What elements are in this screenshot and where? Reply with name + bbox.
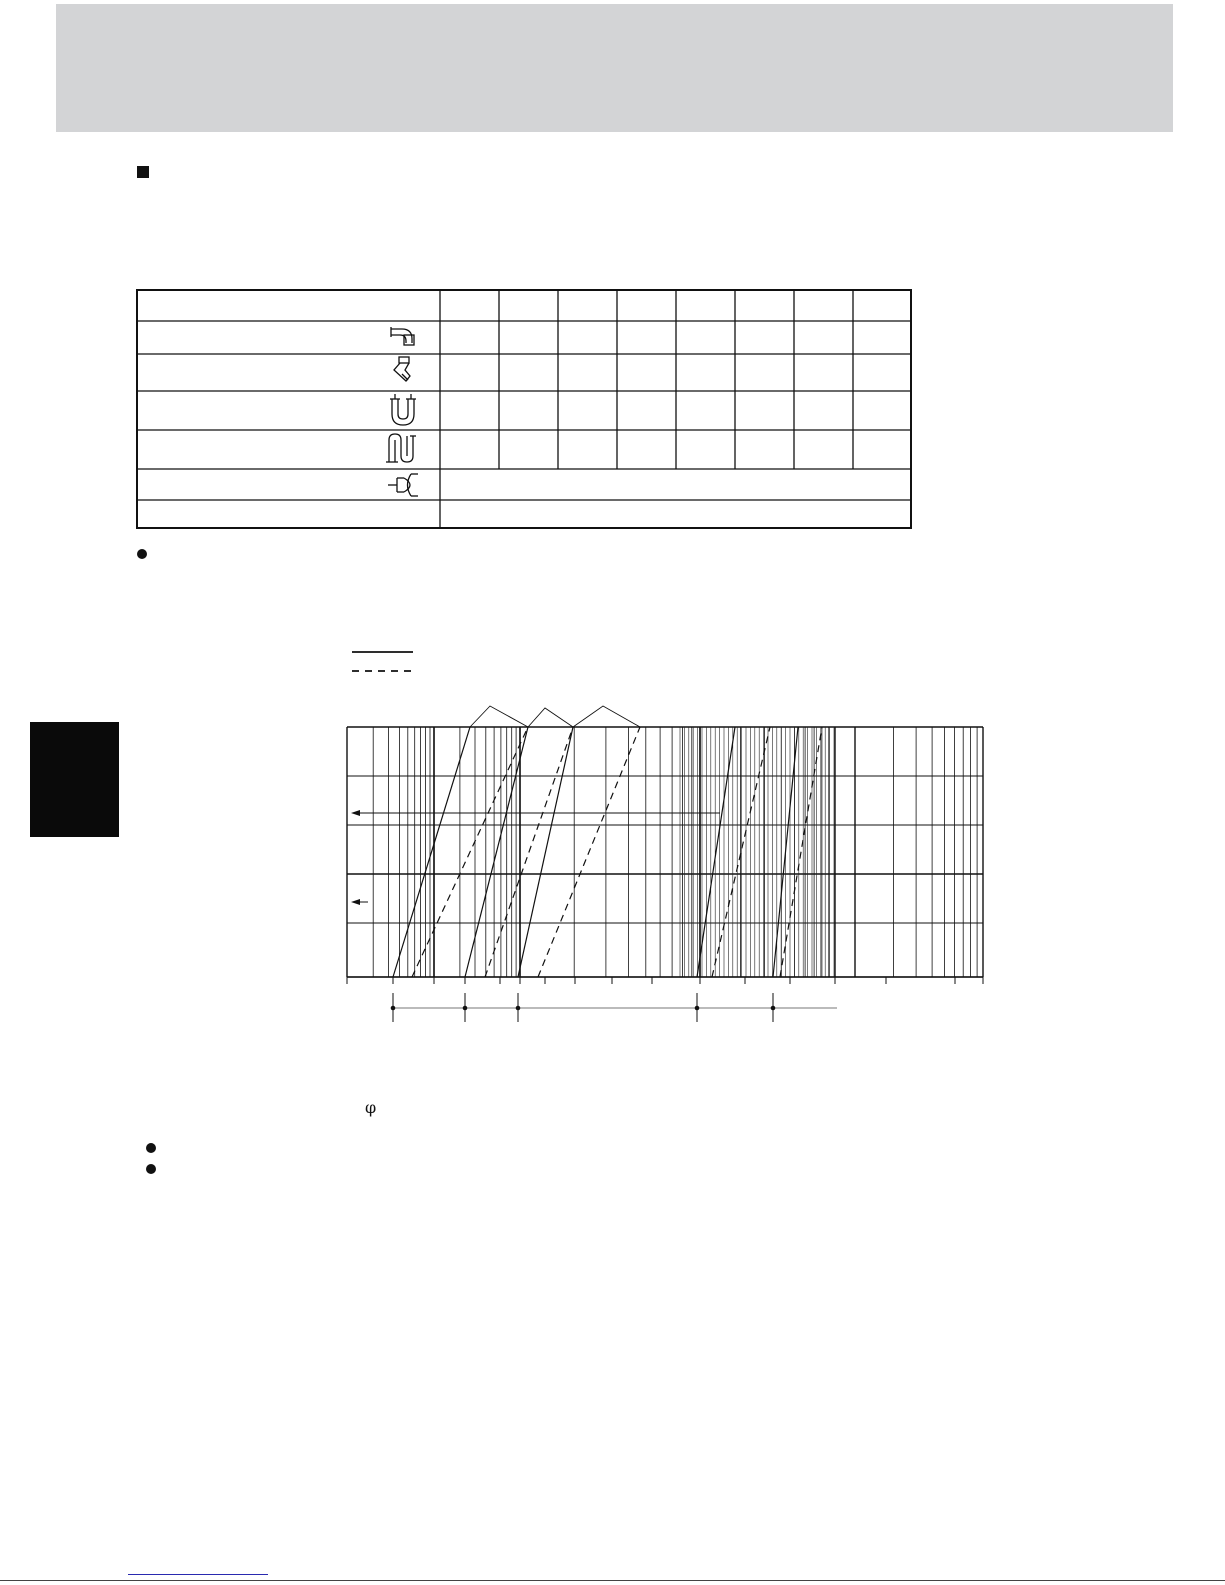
- curve-leader-line: [528, 708, 573, 727]
- size-scale-marker: [516, 1006, 521, 1011]
- size-scale-marker: [695, 1006, 700, 1011]
- curve-leader-line: [573, 706, 640, 727]
- bullet-point: [146, 1143, 156, 1153]
- arrow-head: [351, 899, 360, 905]
- chart-curves: [393, 727, 822, 977]
- diameter-symbol: φ: [365, 1098, 377, 1117]
- curve-dashed: [412, 727, 528, 977]
- size-scale-marker: [463, 1006, 468, 1011]
- size-scale-marker: [771, 1006, 776, 1011]
- curve-dashed: [780, 727, 822, 977]
- curve-dashed: [485, 727, 573, 977]
- size-scale-marker: [391, 1006, 396, 1011]
- chart-leaders: [351, 706, 720, 905]
- bullet-point: [146, 1164, 156, 1174]
- chart-scale: [347, 977, 983, 1022]
- curve-leader-line: [470, 706, 528, 727]
- curve-dashed: [538, 727, 640, 977]
- page-bottom-rule: [0, 1580, 1225, 1581]
- curve-solid: [393, 727, 470, 977]
- arrow-head: [351, 810, 360, 816]
- curve-dashed: [712, 727, 770, 977]
- curve-solid: [465, 727, 528, 977]
- curve-solid: [518, 727, 573, 977]
- chart-grid: [347, 727, 983, 977]
- footer-link-underline: [128, 1574, 268, 1575]
- curve-solid: [697, 727, 735, 977]
